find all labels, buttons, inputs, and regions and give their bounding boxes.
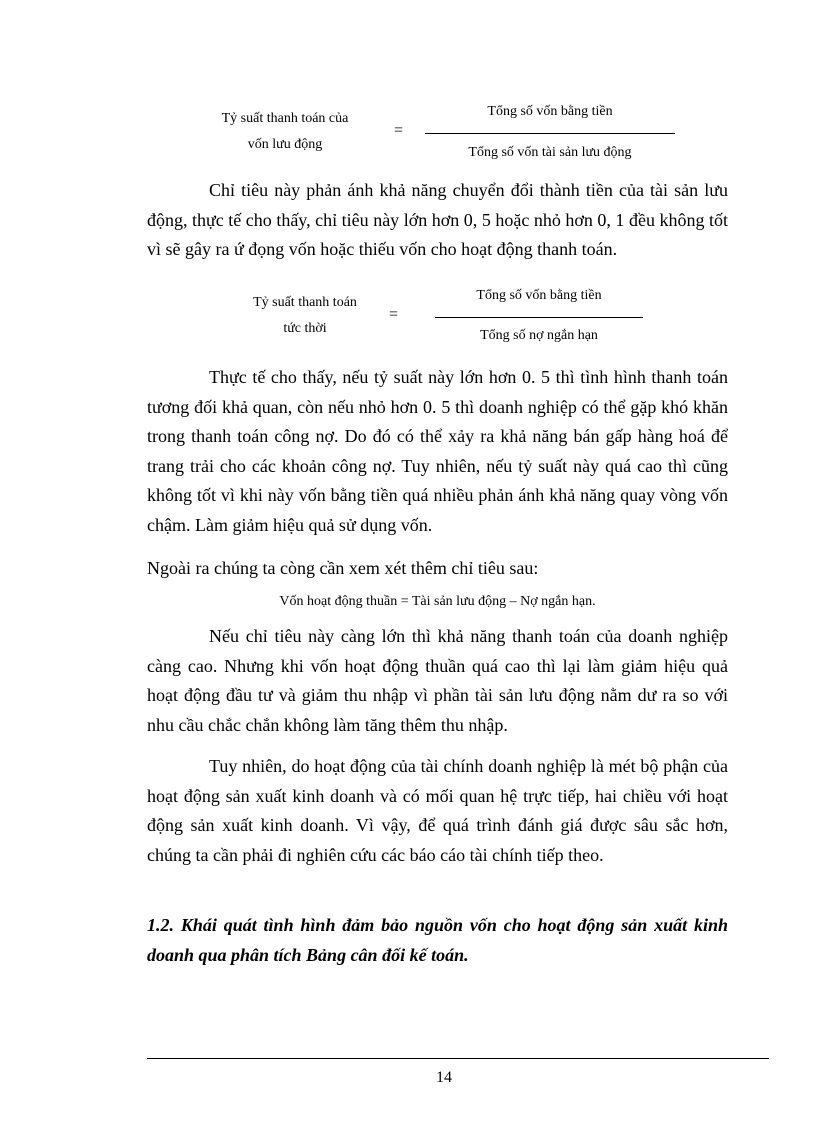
paragraph	[147, 622, 728, 740]
paragraph	[147, 176, 728, 265]
formula-net-working-capital: Vốn hoạt động thuần = Tài sản lưu động – Nợ ngắn hạn.	[279, 594, 596, 609]
formula-denominator: Tổng số nợ ngắn hạn	[480, 328, 598, 343]
paragraph	[147, 363, 728, 540]
paragraph-text: Tuy nhiên, do hoạt động của tài chính doanh nghiệp là mét bộ phận của hoạt động sản xuất kinh doanh và có mối quan hệ trực tiếp, hai chiều với hoạt động sản xuất kinh doanh. Vì vậy, để quá trình đánh giá được sâu sắc hơn, chúng ta cần phải đi nghiên cứu các báo cáo tài chính tiếp theo.	[147, 756, 728, 865]
equals-sign: =	[394, 122, 404, 139]
formula-denominator: Tổng số vốn tài sản lưu động	[468, 145, 632, 160]
paragraph	[147, 752, 728, 870]
formula-label-line: tức thời	[283, 321, 327, 336]
fraction-line	[425, 133, 675, 134]
paragraph-text: Thực tế cho thấy, nếu tỷ suất này lớn hơn 0. 5 thì tình hình thanh toán tương đối khả quan, còn nếu nhỏ hơn 0. 5 thì doanh nghiệp có thể gặp khó khăn trong thanh toán công nợ. Do đó có thể xảy ra khả năng bán gấp hàng hoá để trang trải cho các khoản công nợ. Tuy nhiên, nếu tỷ suất này quá cao thì cũng không tốt vì khi này vốn bằng tiền quá nhiều phản ánh khả năng quay vòng vốn chậm. Làm giảm hiệu quả sử dụng vốn.	[147, 367, 728, 535]
formula-label	[200, 106, 370, 158]
equals-sign: =	[389, 306, 399, 323]
formula-numerator: Tổng số vốn bằng tiền	[476, 288, 602, 303]
fraction-line	[435, 317, 643, 318]
formula-label-line: vốn lưu động	[247, 137, 323, 152]
section-heading: 1.2. Khái quát tình hình đảm bảo nguồn vốn cho hoạt động sản xuất kinh doanh qua phân tích Bảng cân đối kế toán.	[147, 915, 728, 965]
paragraph	[147, 554, 728, 584]
formula-numerator: Tổng số vốn bằng tiền	[487, 104, 613, 119]
formula-label	[225, 290, 385, 342]
page-number: 14	[436, 1069, 452, 1086]
formula-label-line: Tỷ suất thanh toán	[253, 295, 357, 310]
footer-divider	[147, 1058, 769, 1059]
paragraph-text: Ngoài ra chúng ta còng cần xem xét thêm chỉ tiêu sau:	[147, 558, 539, 578]
formula-label-line: Tỷ suất thanh toán của	[221, 111, 349, 126]
paragraph-text: Chỉ tiêu này phản ánh khả năng chuyển đổi thành tiền của tài sản lưu động, thực tế cho thấy, chỉ tiêu này lớn hơn 0, 5 hoặc nhỏ hơn 0, 1 đều không tốt vì sẽ gây ra ứ đọng vốn hoặc thiếu vốn cho hoạt động thanh toán.	[147, 180, 728, 259]
paragraph-text: Nếu chỉ tiêu này càng lớn thì khả năng thanh toán của doanh nghiệp càng cao. Nhưng khi vốn hoạt động thuần quá cao thì lại làm giảm hiệu quả hoạt động đầu tư và giảm thu nhập vì phần tài sản lưu động nằm dư ra so với nhu cầu chắc chắn không làm tăng thêm thu nhập.	[147, 626, 728, 735]
